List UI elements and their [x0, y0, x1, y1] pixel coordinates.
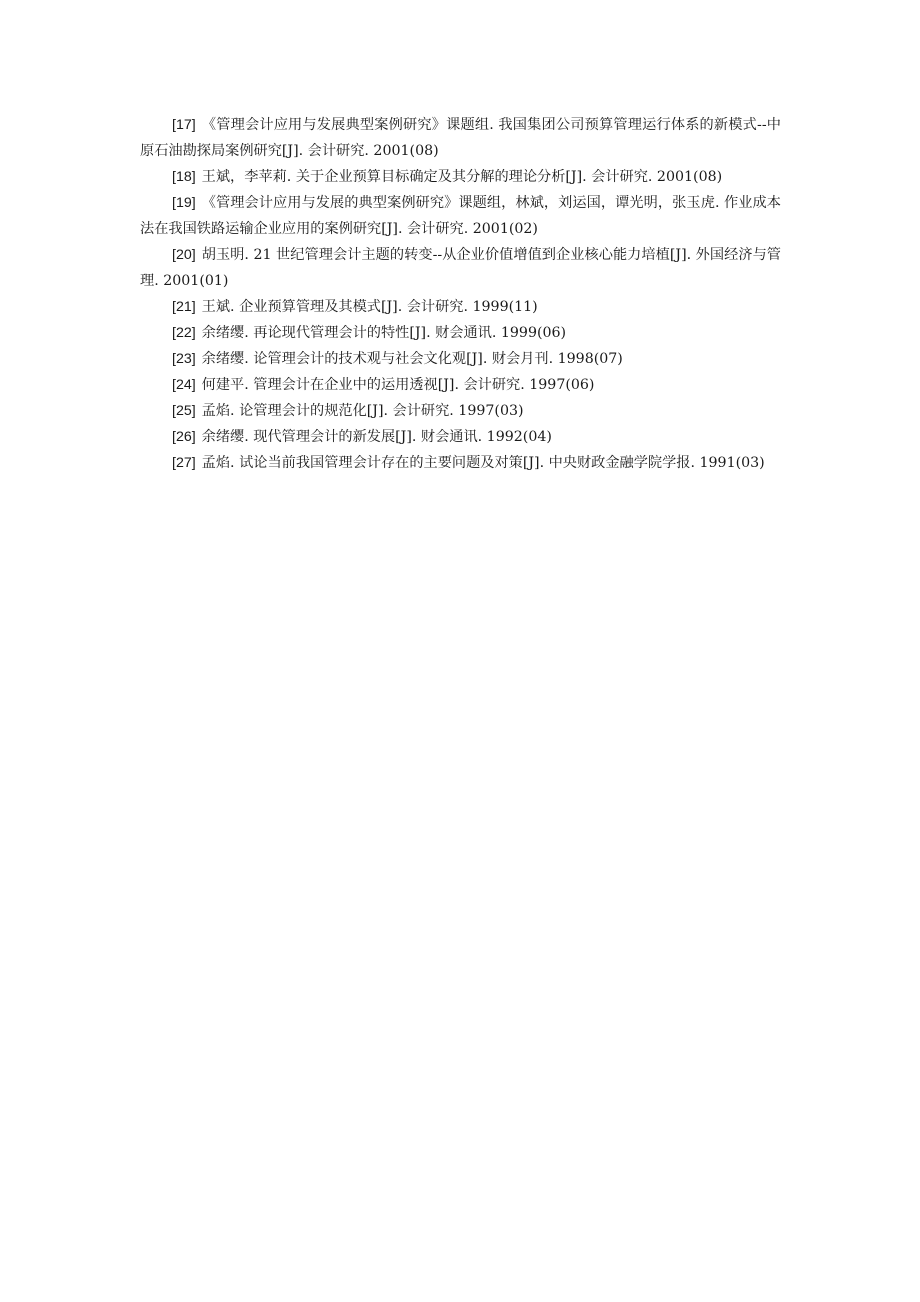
- reference-number: [20]: [172, 247, 196, 263]
- reference-number: [24]: [172, 377, 196, 393]
- reference-number: [22]: [172, 325, 196, 341]
- reference-item: [140, 294, 781, 320]
- reference-item: [140, 450, 781, 476]
- reference-text: 《管理会计应用与发展的典型案例研究》课题组，林斌，刘运国，谭光明，张玉虎. 作业成本法在我国铁路运输企业应用的案例研究[J]. 会计研究. 2001(02): [140, 195, 781, 237]
- reference-text: 余绪缨. 再论现代管理会计的特性[J]. 财会通讯. 1999(06): [201, 325, 567, 341]
- reference-text: 余绪缨. 论管理会计的技术观与社会文化观[J]. 财会月刊. 1998(07): [201, 351, 623, 367]
- reference-item: [140, 424, 781, 450]
- reference-item: [140, 398, 781, 424]
- reference-number: [27]: [172, 455, 196, 471]
- reference-number: [19]: [172, 195, 196, 211]
- reference-number: [26]: [172, 429, 196, 445]
- reference-text: 胡玉明. 21 世纪管理会计主题的转变--从企业价值增值到企业核心能力培植[J]. 外国经济与管理. 2001(01): [140, 247, 781, 289]
- reference-number: [23]: [172, 351, 196, 367]
- reference-text: 《管理会计应用与发展典型案例研究》课题组. 我国集团公司预算管理运行体系的新模式--中原石油勘探局案例研究[J]. 会计研究. 2001(08): [140, 117, 781, 159]
- reference-item: [140, 112, 781, 164]
- reference-number: [18]: [172, 169, 196, 185]
- reference-number: [21]: [172, 299, 196, 315]
- reference-item: [140, 320, 781, 346]
- reference-item: [140, 346, 781, 372]
- reference-text: 孟焰. 论管理会计的规范化[J]. 会计研究. 1997(03): [201, 403, 524, 419]
- reference-item: [140, 372, 781, 398]
- reference-number: [25]: [172, 403, 196, 419]
- reference-text: 孟焰. 试论当前我国管理会计存在的主要问题及对策[J]. 中央财政金融学院学报. 1991(03): [201, 455, 765, 471]
- reference-number: [17]: [172, 117, 196, 133]
- reference-text: 王斌，李苹莉. 关于企业预算目标确定及其分解的理论分析[J]. 会计研究. 2001(08): [201, 169, 723, 185]
- reference-text: 余绪缨. 现代管理会计的新发展[J]. 财会通讯. 1992(04): [201, 429, 552, 445]
- reference-item: [140, 164, 781, 190]
- reference-item: [140, 190, 781, 242]
- reference-item: [140, 242, 781, 294]
- reference-text: 何建平. 管理会计在企业中的运用透视[J]. 会计研究. 1997(06): [201, 377, 595, 393]
- reference-list: [140, 112, 781, 476]
- reference-text: 王斌. 企业预算管理及其模式[J]. 会计研究. 1999(11): [201, 299, 538, 315]
